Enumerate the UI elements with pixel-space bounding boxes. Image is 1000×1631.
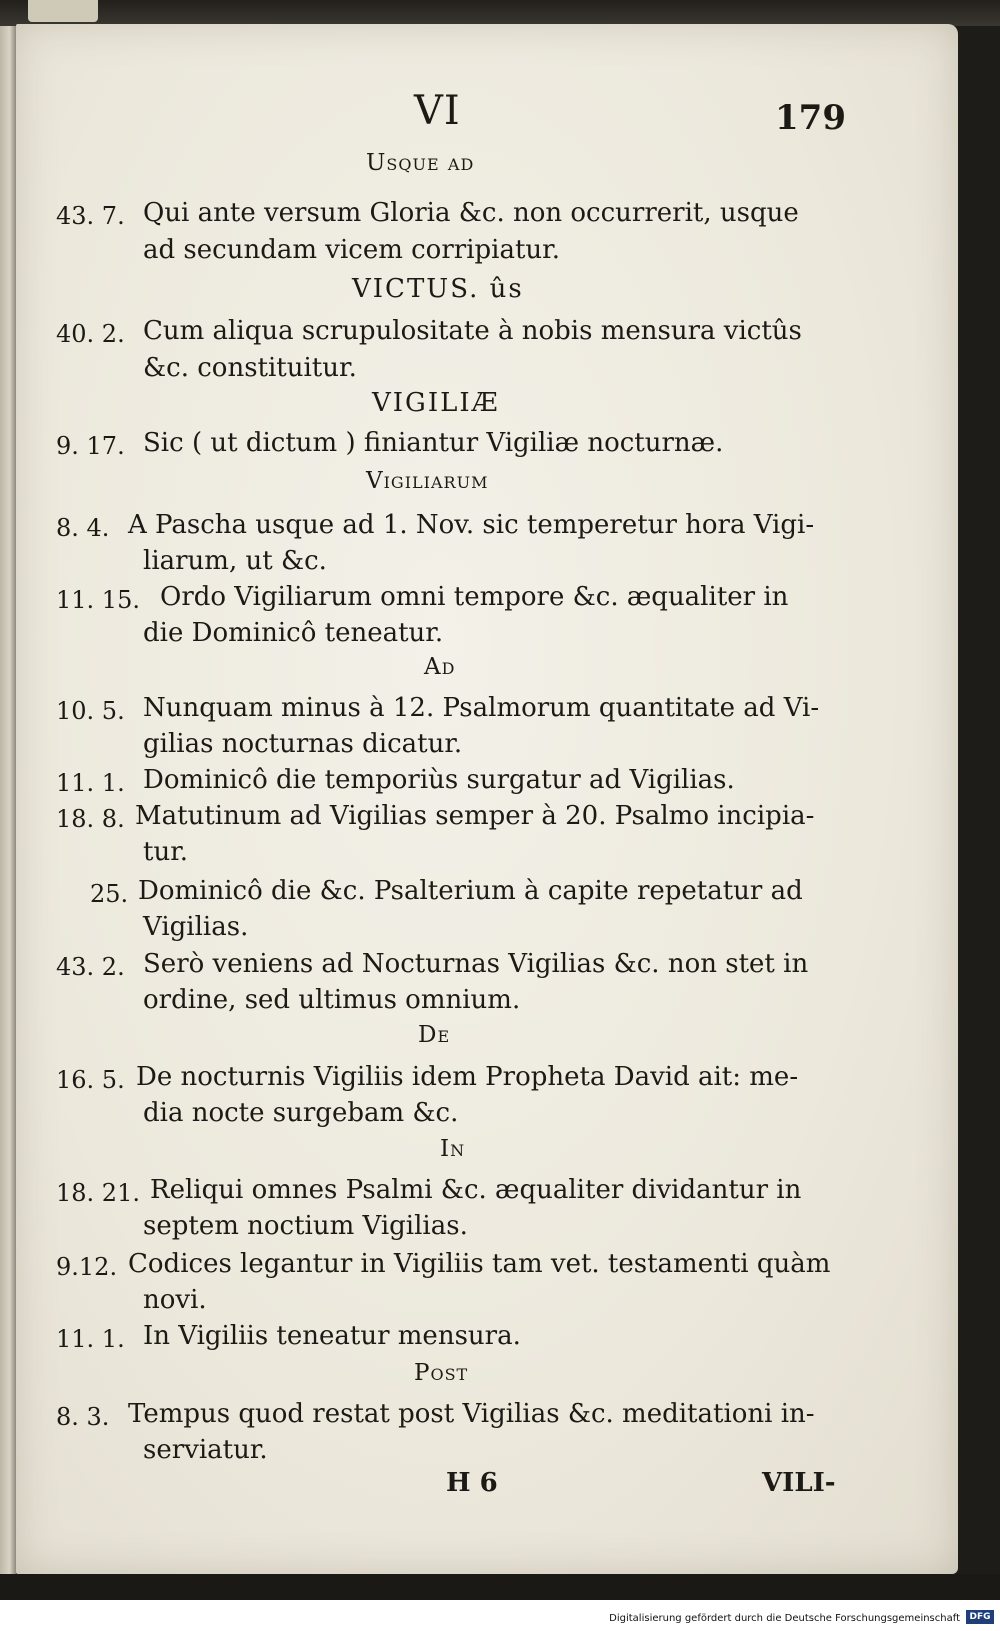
entry-text: Ordo Vigiliarum omni tempore &c. æqualiter in	[160, 582, 789, 612]
page-header-letter: VI	[414, 88, 461, 134]
entry-text: Vigilias.	[143, 912, 249, 942]
index-heading: VIGILIÆ	[372, 388, 500, 418]
entry-text: tur.	[143, 837, 189, 867]
entry-reference: 16. 5.	[56, 1066, 125, 1094]
entry-text: Sic ( ut dictum ) finiantur Vigiliæ nocturnæ.	[143, 428, 724, 458]
index-heading: Usque ad	[366, 150, 475, 176]
index-heading: Ad	[424, 654, 456, 680]
entry-text: septem noctium Vigilias.	[143, 1211, 468, 1241]
entry-text: liarum, ut &c.	[143, 546, 327, 576]
entry-text: ad secundam vicem corripiatur.	[143, 235, 561, 265]
entry-text: Codices legantur in Vigiliis tam vet. testamenti quàm	[128, 1249, 831, 1279]
entry-text: novi.	[143, 1285, 207, 1315]
index-heading: De	[418, 1022, 451, 1048]
entry-reference: 9.12.	[56, 1253, 118, 1281]
entry-reference: 11. 15.	[56, 586, 140, 614]
entry-reference: 9. 17.	[56, 432, 125, 460]
entry-reference: 11. 1.	[56, 769, 125, 797]
entry-text: die Dominicô teneatur.	[143, 618, 444, 648]
entry-text: A Pascha usque ad 1. Nov. sic temperetur hora Vigi-	[128, 510, 815, 540]
entry-text: De nocturnis Vigiliis idem Propheta David ait: me-	[136, 1062, 799, 1092]
scan-tab	[28, 0, 98, 22]
entry-text: serviatur.	[143, 1435, 268, 1465]
entry-text: &c. constituitur.	[143, 353, 357, 383]
entry-text: Matutinum ad Vigilias semper à 20. Psalmo incipia-	[135, 801, 815, 831]
scan-bottom-edge	[0, 1574, 1000, 1600]
index-heading: In	[440, 1136, 466, 1162]
entry-text: Dominicô die temporiùs surgatur ad Vigilias.	[143, 765, 735, 795]
entry-text: Nunquam minus à 12. Psalmorum quantitate ad Vi-	[143, 693, 820, 723]
entry-text: dia nocte surgebam &c.	[143, 1098, 459, 1128]
index-heading: VICTUS. ûs	[352, 274, 524, 304]
entry-reference: 18. 8.	[56, 805, 125, 833]
entry-text: Reliqui omnes Psalmi &c. æqualiter dividantur in	[150, 1175, 802, 1205]
entry-reference: 25.	[90, 880, 129, 908]
entry-text: Cum aliqua scrupulositate à nobis mensura victûs	[143, 316, 802, 346]
catchword: VILI-	[762, 1468, 836, 1498]
entry-reference: 43. 7.	[56, 202, 125, 230]
entry-reference: 18. 21.	[56, 1179, 140, 1207]
entry-text: ordine, sed ultimus omnium.	[143, 985, 521, 1015]
entry-text: Dominicô die &c. Psalterium à capite repetatur ad	[138, 876, 803, 906]
entry-reference: 43. 2.	[56, 953, 125, 981]
funding-credit: Digitalisierung gefördert durch die Deutsche Forschungsgemeinschaft	[609, 1613, 960, 1624]
index-heading: Post	[414, 1360, 469, 1386]
entry-reference: 40. 2.	[56, 320, 125, 348]
entry-text: gilias nocturnas dicatur.	[143, 729, 463, 759]
dfg-logo: DFG	[966, 1610, 994, 1624]
entry-reference: 8. 3.	[56, 1403, 110, 1431]
page-number: 179	[775, 98, 846, 138]
entry-reference: 10. 5.	[56, 697, 125, 725]
book-spine-edge	[0, 0, 16, 1631]
entry-text: Qui ante versum Gloria &c. non occurrerit, usque	[143, 198, 799, 228]
index-heading: Vigiliarum	[366, 468, 489, 494]
entry-text: Serò veniens ad Nocturnas Vigilias &c. non stet in	[143, 949, 809, 979]
entry-reference: 8. 4.	[56, 514, 110, 542]
entry-text: In Vigiliis teneatur mensura.	[143, 1321, 521, 1351]
scan-top-edge	[0, 0, 1000, 26]
signature-mark: H 6	[446, 1468, 498, 1498]
entry-reference: 11. 1.	[56, 1325, 125, 1353]
entry-text: Tempus quod restat post Vigilias &c. meditationi in-	[128, 1399, 815, 1429]
